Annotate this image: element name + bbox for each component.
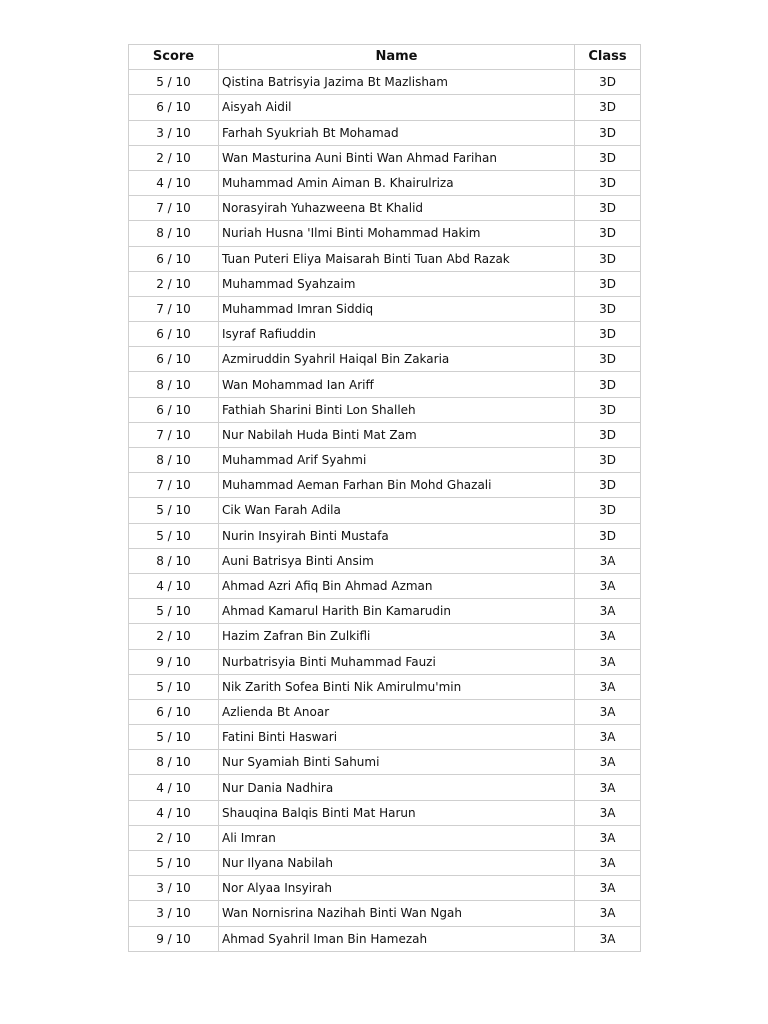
class-cell: 3D bbox=[575, 372, 641, 397]
score-table bbox=[128, 44, 641, 952]
name-cell: Aisyah Aidil bbox=[219, 95, 575, 120]
name-cell: Qistina Batrisyia Jazima Bt Mazlisham bbox=[219, 70, 575, 95]
name-cell: Ali Imran bbox=[219, 825, 575, 850]
name-cell: Shauqina Balqis Binti Mat Harun bbox=[219, 800, 575, 825]
class-cell: 3D bbox=[575, 95, 641, 120]
score-cell: 4 / 10 bbox=[129, 800, 219, 825]
table-row bbox=[129, 397, 641, 422]
class-cell: 3A bbox=[575, 851, 641, 876]
class-cell: 3A bbox=[575, 699, 641, 724]
score-cell: 8 / 10 bbox=[129, 221, 219, 246]
score-sheet bbox=[128, 44, 640, 952]
name-cell: Cik Wan Farah Adila bbox=[219, 498, 575, 523]
class-cell: 3D bbox=[575, 170, 641, 195]
table-row bbox=[129, 825, 641, 850]
score-cell: 3 / 10 bbox=[129, 901, 219, 926]
table-row bbox=[129, 901, 641, 926]
table-row bbox=[129, 120, 641, 145]
class-cell: 3D bbox=[575, 70, 641, 95]
class-cell: 3D bbox=[575, 473, 641, 498]
header-score: Score bbox=[129, 45, 219, 70]
name-cell: Isyraf Rafiuddin bbox=[219, 322, 575, 347]
table-row bbox=[129, 498, 641, 523]
table-row bbox=[129, 674, 641, 699]
class-cell: 3D bbox=[575, 246, 641, 271]
class-cell: 3D bbox=[575, 271, 641, 296]
class-cell: 3D bbox=[575, 397, 641, 422]
score-cell: 8 / 10 bbox=[129, 548, 219, 573]
table-row bbox=[129, 649, 641, 674]
class-cell: 3A bbox=[575, 548, 641, 573]
class-cell: 3A bbox=[575, 800, 641, 825]
score-cell: 7 / 10 bbox=[129, 473, 219, 498]
score-cell: 4 / 10 bbox=[129, 573, 219, 598]
name-cell: Fathiah Sharini Binti Lon Shalleh bbox=[219, 397, 575, 422]
class-cell: 3D bbox=[575, 322, 641, 347]
score-cell: 6 / 10 bbox=[129, 347, 219, 372]
score-cell: 5 / 10 bbox=[129, 498, 219, 523]
name-cell: Wan Mohammad Ian Ariff bbox=[219, 372, 575, 397]
class-cell: 3A bbox=[575, 775, 641, 800]
table-row bbox=[129, 573, 641, 598]
table-row bbox=[129, 699, 641, 724]
name-cell: Hazim Zafran Bin Zulkifli bbox=[219, 624, 575, 649]
name-cell: Ahmad Kamarul Harith Bin Kamarudin bbox=[219, 599, 575, 624]
header-row bbox=[129, 45, 641, 70]
header-name: Name bbox=[219, 45, 575, 70]
table-body bbox=[129, 70, 641, 952]
name-cell: Nur Syamiah Binti Sahumi bbox=[219, 750, 575, 775]
score-cell: 5 / 10 bbox=[129, 851, 219, 876]
name-cell: Azmiruddin Syahril Haiqal Bin Zakaria bbox=[219, 347, 575, 372]
score-cell: 5 / 10 bbox=[129, 523, 219, 548]
score-cell: 2 / 10 bbox=[129, 271, 219, 296]
table-row bbox=[129, 599, 641, 624]
name-cell: Wan Nornisrina Nazihah Binti Wan Ngah bbox=[219, 901, 575, 926]
name-cell: Nur Nabilah Huda Binti Mat Zam bbox=[219, 422, 575, 447]
score-cell: 9 / 10 bbox=[129, 926, 219, 951]
class-cell: 3A bbox=[575, 674, 641, 699]
name-cell: Farhah Syukriah Bt Mohamad bbox=[219, 120, 575, 145]
table-row bbox=[129, 221, 641, 246]
table-row bbox=[129, 296, 641, 321]
name-cell: Ahmad Syahril Iman Bin Hamezah bbox=[219, 926, 575, 951]
name-cell: Muhammad Imran Siddiq bbox=[219, 296, 575, 321]
table-row bbox=[129, 271, 641, 296]
table-row bbox=[129, 372, 641, 397]
score-cell: 6 / 10 bbox=[129, 699, 219, 724]
name-cell: Norasyirah Yuhazweena Bt Khalid bbox=[219, 196, 575, 221]
score-cell: 4 / 10 bbox=[129, 170, 219, 195]
class-cell: 3D bbox=[575, 120, 641, 145]
class-cell: 3A bbox=[575, 649, 641, 674]
name-cell: Muhammad Arif Syahmi bbox=[219, 448, 575, 473]
score-cell: 5 / 10 bbox=[129, 599, 219, 624]
name-cell: Azlienda Bt Anoar bbox=[219, 699, 575, 724]
score-cell: 5 / 10 bbox=[129, 725, 219, 750]
name-cell: Nuriah Husna 'Ilmi Binti Mohammad Hakim bbox=[219, 221, 575, 246]
name-cell: Wan Masturina Auni Binti Wan Ahmad Farihan bbox=[219, 145, 575, 170]
class-cell: 3A bbox=[575, 750, 641, 775]
class-cell: 3D bbox=[575, 196, 641, 221]
table-row bbox=[129, 548, 641, 573]
table-row bbox=[129, 422, 641, 447]
class-cell: 3A bbox=[575, 624, 641, 649]
class-cell: 3D bbox=[575, 523, 641, 548]
score-cell: 8 / 10 bbox=[129, 372, 219, 397]
score-cell: 7 / 10 bbox=[129, 196, 219, 221]
table-row bbox=[129, 196, 641, 221]
score-cell: 5 / 10 bbox=[129, 70, 219, 95]
name-cell: Nur Dania Nadhira bbox=[219, 775, 575, 800]
table-row bbox=[129, 800, 641, 825]
table-row bbox=[129, 750, 641, 775]
score-cell: 6 / 10 bbox=[129, 397, 219, 422]
table-row bbox=[129, 624, 641, 649]
class-cell: 3D bbox=[575, 347, 641, 372]
table-row bbox=[129, 473, 641, 498]
class-cell: 3A bbox=[575, 876, 641, 901]
name-cell: Nurbatrisyia Binti Muhammad Fauzi bbox=[219, 649, 575, 674]
class-cell: 3D bbox=[575, 498, 641, 523]
score-cell: 7 / 10 bbox=[129, 422, 219, 447]
name-cell: Nurin Insyirah Binti Mustafa bbox=[219, 523, 575, 548]
score-cell: 3 / 10 bbox=[129, 120, 219, 145]
name-cell: Tuan Puteri Eliya Maisarah Binti Tuan Abd Razak bbox=[219, 246, 575, 271]
class-cell: 3D bbox=[575, 448, 641, 473]
score-cell: 8 / 10 bbox=[129, 750, 219, 775]
class-cell: 3D bbox=[575, 221, 641, 246]
name-cell: Nur Ilyana Nabilah bbox=[219, 851, 575, 876]
table-row bbox=[129, 876, 641, 901]
class-cell: 3A bbox=[575, 825, 641, 850]
table-row bbox=[129, 170, 641, 195]
score-cell: 6 / 10 bbox=[129, 246, 219, 271]
class-cell: 3A bbox=[575, 599, 641, 624]
name-cell: Nik Zarith Sofea Binti Nik Amirulmu'min bbox=[219, 674, 575, 699]
name-cell: Muhammad Amin Aiman B. Khairulriza bbox=[219, 170, 575, 195]
name-cell: Ahmad Azri Afiq Bin Ahmad Azman bbox=[219, 573, 575, 598]
name-cell: Muhammad Syahzaim bbox=[219, 271, 575, 296]
class-cell: 3D bbox=[575, 296, 641, 321]
class-cell: 3A bbox=[575, 725, 641, 750]
name-cell: Fatini Binti Haswari bbox=[219, 725, 575, 750]
table-row bbox=[129, 775, 641, 800]
score-cell: 6 / 10 bbox=[129, 95, 219, 120]
score-cell: 3 / 10 bbox=[129, 876, 219, 901]
score-cell: 9 / 10 bbox=[129, 649, 219, 674]
table-row bbox=[129, 246, 641, 271]
table-row bbox=[129, 523, 641, 548]
class-cell: 3D bbox=[575, 145, 641, 170]
table-row bbox=[129, 70, 641, 95]
table-row bbox=[129, 95, 641, 120]
score-cell: 4 / 10 bbox=[129, 775, 219, 800]
table-row bbox=[129, 725, 641, 750]
table-row bbox=[129, 926, 641, 951]
name-cell: Muhammad Aeman Farhan Bin Mohd Ghazali bbox=[219, 473, 575, 498]
score-cell: 2 / 10 bbox=[129, 825, 219, 850]
class-cell: 3A bbox=[575, 901, 641, 926]
table-row bbox=[129, 851, 641, 876]
score-cell: 8 / 10 bbox=[129, 448, 219, 473]
score-cell: 6 / 10 bbox=[129, 322, 219, 347]
name-cell: Auni Batrisya Binti Ansim bbox=[219, 548, 575, 573]
score-cell: 2 / 10 bbox=[129, 624, 219, 649]
table-row bbox=[129, 145, 641, 170]
score-cell: 5 / 10 bbox=[129, 674, 219, 699]
class-cell: 3A bbox=[575, 573, 641, 598]
class-cell: 3D bbox=[575, 422, 641, 447]
score-cell: 2 / 10 bbox=[129, 145, 219, 170]
table-row bbox=[129, 322, 641, 347]
table-row bbox=[129, 448, 641, 473]
score-cell: 7 / 10 bbox=[129, 296, 219, 321]
class-cell: 3A bbox=[575, 926, 641, 951]
table-row bbox=[129, 347, 641, 372]
name-cell: Nor Alyaa Insyirah bbox=[219, 876, 575, 901]
header-class: Class bbox=[575, 45, 641, 70]
